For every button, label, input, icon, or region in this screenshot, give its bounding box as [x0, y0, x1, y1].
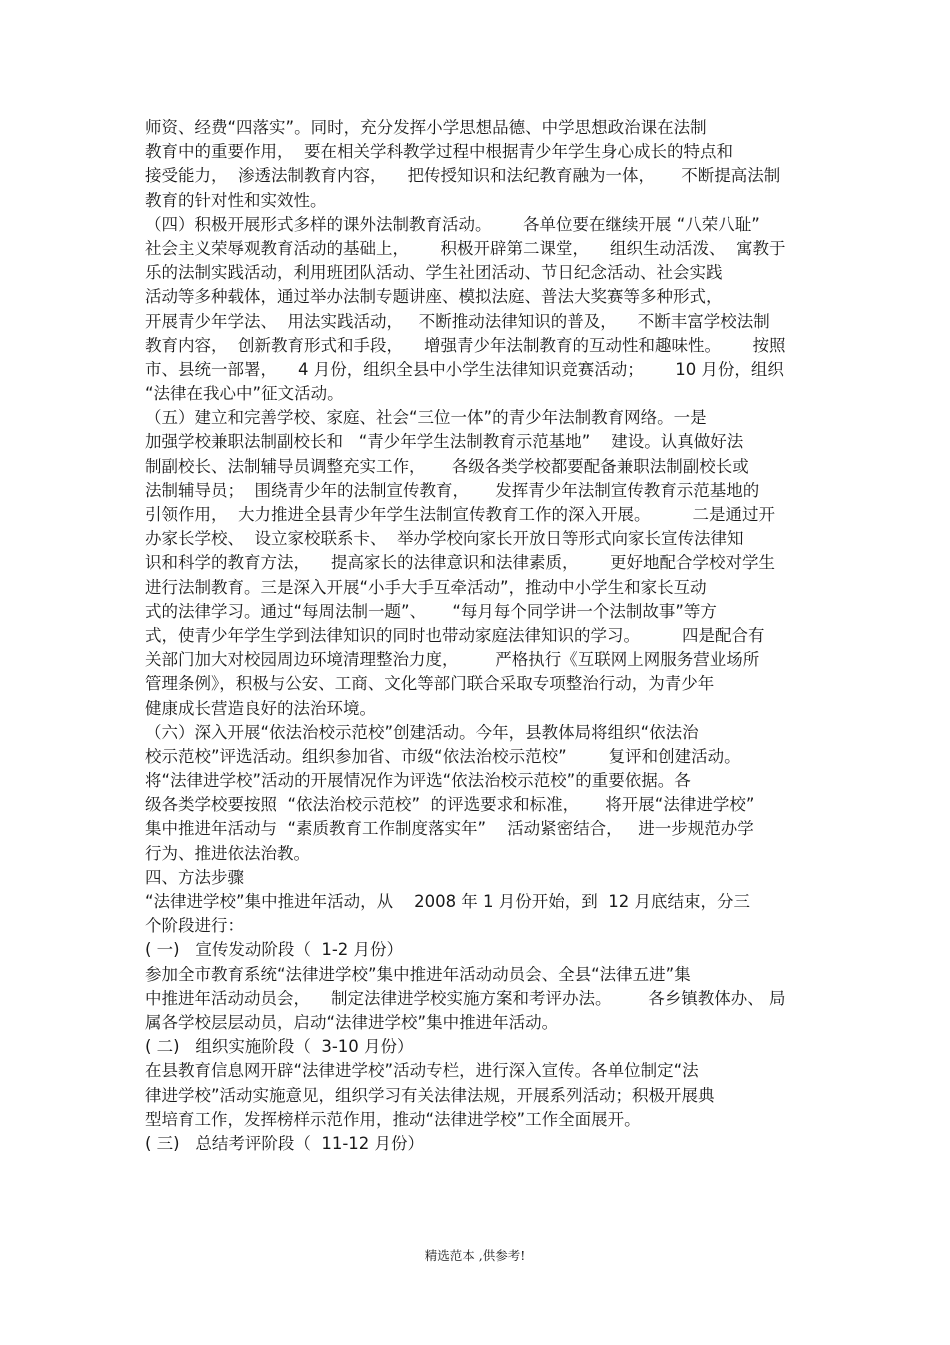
text-line: 属各学校层层动员，启动“法律进学校”集中推进年活动。 — [145, 1012, 559, 1032]
text-line: 教育的针对性和实效性。 — [145, 190, 327, 210]
text-line: 律进学校”活动实施意见，组织学习有关法律法规，开展系列活动；积极开展典 — [145, 1085, 715, 1105]
text-line: 活动等多种载体，通过举办法制专题讲座、模拟法庭、普法大奖赛等多种形式， — [145, 287, 723, 307]
text-line: 接受能力， 渗透法制教育内容， 把传授知识和法纪教育融为一体， 不断提高法制 — [145, 166, 781, 186]
document-body — [145, 116, 815, 1156]
text-line: 开展青少年学法、 用法实践活动， 不断推动法律知识的普及， 不断丰富学校法制 — [145, 311, 770, 331]
text-line: 式的法律学习。通过“每周法制一题”、 “每月每个同学讲一个法制故事”等方 — [145, 601, 717, 621]
text-line: “法律在我心中”征文活动。 — [145, 384, 344, 404]
text-line: 引领作用， 大力推进全县青少年学生法制宣传教育工作的深入开展。 二是通过开 — [145, 505, 775, 524]
text-line: ( 一) 宣传发动阶段（ 1-2 月份） — [145, 940, 404, 960]
text-line: 健康成长营造良好的法治环境。 — [145, 698, 376, 718]
text-line: 师资、经费“四落实”。同时，充分发挥小学思想品德、中学思想政治课在法制 — [145, 118, 707, 137]
text-line: 集中推进年活动与 “素质教育工作制度落实年” 活动紧密结合， 进一步规范办学 — [145, 819, 754, 839]
text-line: 参加全市教育系统“法律进学校”集中推进年活动动员会、全县“法律五进”集 — [145, 964, 691, 984]
text-line: 乐的法制实践活动，利用班团队活动、学生社团活动、节日纪念活动、社会实践 — [145, 263, 723, 283]
text-line: 在县教育信息网开辟“法律进学校”活动专栏，进行深入宣传。各单位制定“法 — [145, 1061, 699, 1081]
text-line: 制副校长、法制辅导员调整充实工作， 各级各类学校都要配备兼职法制副校长或 — [145, 456, 749, 476]
text-line: 式，使青少年学生学到法律知识的同时也带动家庭法律知识的学习。 四是配合有 — [145, 625, 765, 645]
text-line: 办家长学校、 设立家校联系卡、 举办学校向家长开放日等形式向家长宣传法律知 — [145, 529, 744, 549]
text-line: （六）深入开展“依法治校示范校”创建活动。今年，县教体局将组织“依法治 — [145, 722, 699, 742]
text-line: 进行法制教育。三是深入开展“小手大手互牵活动”，推动中小学生和家长互动 — [145, 577, 707, 597]
text-line: ( 二) 组织实施阶段（ 3-10 月份） — [145, 1037, 414, 1057]
page-footer: 精选范本 ,供参考! — [424, 1248, 526, 1263]
text-line: 社会主义荣辱观教育活动的基础上， 积极开辟第二课堂， 组织生动活泼、 寓教于 — [145, 238, 786, 258]
text-line: 将“法律进学校”活动的开展情况作为评选“依法治校示范校”的重要依据。各 — [145, 771, 691, 791]
text-line: 型培育工作，发挥榜样示范作用，推动“法律进学校”工作全面展开。 — [145, 1109, 641, 1129]
text-line: 教育中的重要作用， 要在相关学科教学过程中根据青少年学生身心成长的特点和 — [145, 142, 733, 162]
text-line: 加强学校兼职法制副校长和 “青少年学生法制教育示范基地” 建设。认真做好法 — [145, 432, 744, 452]
text-line: 识和科学的教育方法， 提高家长的法律意识和法律素质， 更好地配合学校对学生 — [145, 553, 775, 573]
text-line: 教育内容， 创新教育形式和手段， 增强青少年法制教育的互动性和趣味性。 按照 — [145, 335, 786, 355]
text-line: 级各类学校要按照 “依法治校示范校” 的评选要求和标准， 将开展“法律进学校” — [145, 795, 755, 815]
text-line: 行为、推进依法治教。 — [145, 843, 310, 863]
text-line: 市、县统一部署， 4 月份，组织全县中小学生法律知识竞赛活动； 10 月份，组织 — [145, 359, 784, 379]
text-line: 中推进年活动动员会， 制定法律进学校实施方案和考评办法。 各乡镇教体办、 局 — [145, 988, 786, 1008]
text-line: 管理条例》，积极与公安、工商、文化等部门联合采取专项整治行动，为青少年 — [145, 674, 715, 694]
text-line: “法律进学校”集中推进年活动，从 2008 年 1 月份开始，到 12 月底结束，分三 — [145, 892, 751, 911]
text-line: （四）积极开展形式多样的课外法制教育活动。 各单位要在继续开展 “八荣八耻” — [145, 214, 760, 234]
text-line: 法制辅导员； 围绕青少年的法制宣传教育， 发挥青少年法制宣传教育示范基地的 — [145, 480, 760, 500]
text-line: 校示范校”评选活动。组织参加省、市级“依法治校示范校” 复评和创建活动。 — [145, 746, 741, 766]
text-line: 关部门加大对校园周边环境清理整治力度， 严格执行《互联网上网服务营业场所 — [145, 650, 760, 670]
text-line: 四、方法步骤 — [145, 867, 244, 887]
text-line: 个阶段进行： — [145, 916, 244, 936]
text-line: （五）建立和完善学校、家庭、社会“三位一体”的青少年法制教育网络。一是 — [145, 408, 707, 428]
text-line: ( 三) 总结考评阶段（ 11-12 月份） — [145, 1133, 425, 1153]
